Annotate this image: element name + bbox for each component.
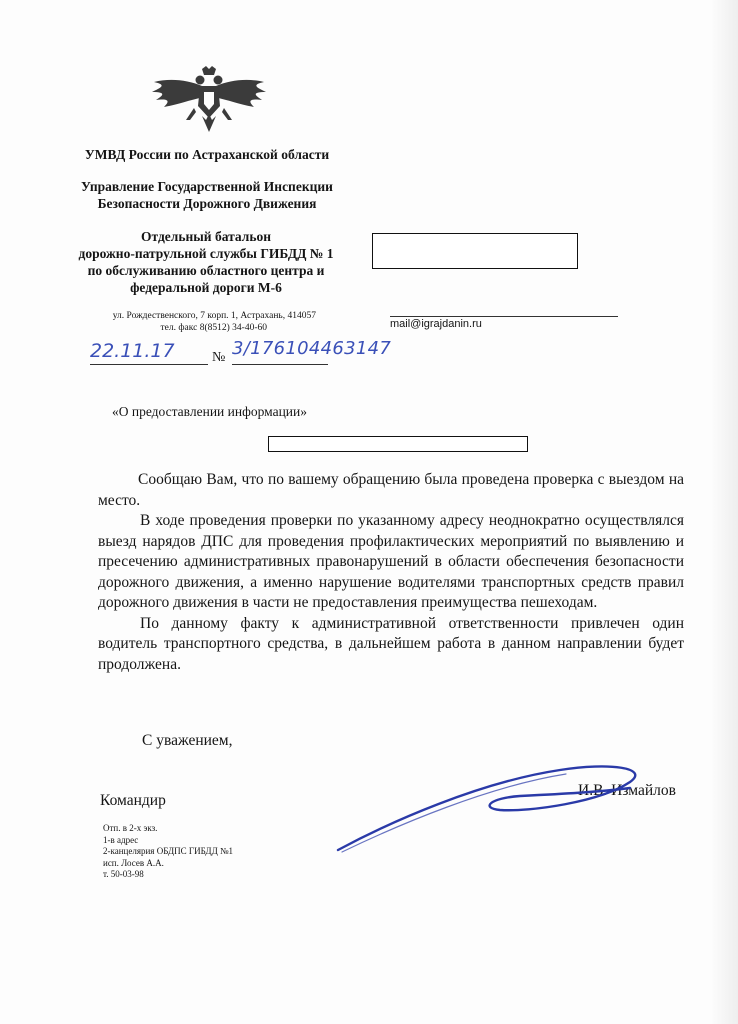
body-paragraph-3: По данному факту к административной ответственности привлечен один водитель транспортного средства, в дальнейшем работа в данном направлении будет продолжена. — [98, 614, 684, 673]
directorate-name-line2: Безопасности Дорожного Движения — [97, 196, 317, 211]
closing-regards: С уважением, — [142, 732, 233, 749]
number-underline — [232, 364, 328, 365]
scan-edge-shadow — [712, 0, 738, 1024]
address-line2: тел. факс 8(8512) 34-40-60 — [160, 323, 267, 333]
handwritten-date: 22.11.17 — [90, 340, 175, 362]
body-paragraph-1: Сообщаю Вам, что по вашему обращению была проведена проверка с выездом на место. — [98, 471, 684, 509]
date-underline — [90, 364, 208, 365]
unit-name-line3: по обслуживанию областного центра и — [87, 263, 325, 278]
body-paragraph-2: В ходе проведения проверки по указанному адресу неоднократно осуществлялся выезд нарядов ДПС для проведения профилактических мероприятий по выявлению и пресечению административных правонарушений в области обеспечения безопасности дорожного движения, а именно нарушение водителями транспортных средств правил дорожного движения в части не предоставления преимущества пешеходам. — [98, 512, 684, 611]
handwritten-number: 3/176104463147 — [232, 338, 392, 359]
unit-name-line4: федеральной дороги М-6 — [130, 280, 282, 295]
recipient-redaction-box — [372, 233, 578, 269]
directorate-name-line1: Управление Государственной Инспекции — [81, 179, 333, 194]
letter-body — [98, 470, 684, 675]
double-headed-eagle-emblem-icon — [150, 66, 268, 136]
footnote-line1: Отп. в 2-х экз. — [103, 823, 158, 833]
footnote-line3: 2-канцелярия ОБДПС ГИБДД №1 — [103, 846, 234, 857]
number-sign: № — [212, 350, 226, 365]
subject-line: «О предоставлении информации» — [112, 404, 307, 419]
unit-name-line1: Отдельный батальон — [140, 229, 272, 244]
ministry-name: УМВД России по Астраханской области — [84, 147, 330, 162]
signatory-name: И.В. Измайлов — [578, 782, 676, 799]
execution-footnote — [103, 823, 233, 881]
unit-name-line2: дорожно-патрульной службы ГИБДД № 1 — [78, 246, 334, 261]
address-line1: ул. Рождественского, 7 корп. 1, Астрахань, 414057 — [112, 311, 316, 321]
signatory-position: Командир — [100, 792, 166, 809]
recipient-underline — [390, 316, 618, 317]
footnote-line4: исп. Лосев А.А. — [103, 857, 164, 868]
footnote-line2: 1-в адрес — [103, 834, 139, 845]
footnote-line5: т. 50-03-98 — [103, 869, 144, 880]
addressee-redaction-box — [268, 436, 528, 452]
recipient-email: mail@igrajdanin.ru — [390, 318, 482, 330]
handwritten-signature — [330, 752, 660, 862]
